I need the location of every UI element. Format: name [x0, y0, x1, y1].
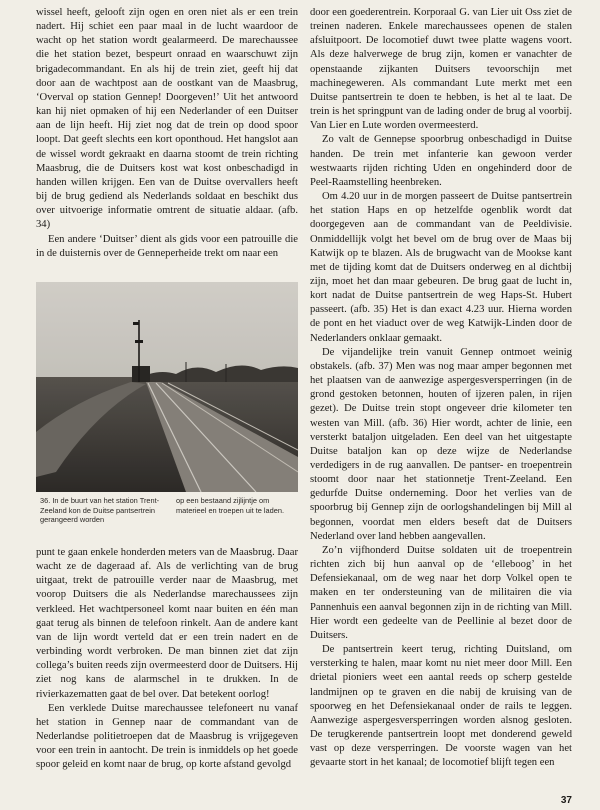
paragraph: door een goederentrein. Korporaal G. van Lier uit Oss ziet de treinen naderen. Enkele marechaussees openen de stalen afsluitpoort. De locomotief duwt twee platte wagens voort. Als deze halverwege de brug zijn, komen er vanachter de openstaande zijkanten Duitsers tevoorschijn met machinegeweren. Als commandant Lute merkt met een Duitse pantsertrein te doen te hebben, is het al te laat. De trein is het springpunt van de lading onder de brug al voorbij. Van Lier en Lute worden overmeesterd.	[310, 7, 572, 132]
paragraph: Zo valt de Gennepse spoorbrug onbeschadigd in Duitse handen. De trein met infanterie kan gewoon verder westwaarts rijden richting Uden en ongehinderd door de Peel-Raamstelling heenbreken.	[310, 134, 572, 188]
paragraph: wissel heeft, gelooft zijn ogen en oren niet als er een trein nadert. Hij schiet een paar maal in de lucht waardoor de wacht op het station wordt gealarmeerd. De marechaussee die het station bezet, bespeurt onraad en waarschuwt zijn brigadecommandant. En als hij de trein ziet, geeft hij dat door aan de wachtpost aan de oostkant van de Maasbrug, ‘Overval op station Gennep! Doorgeven!’ Uit het antwoord kan hij niet opmaken of hij een Nederlander of een Duitser aan de lijn heeft. Hij ziet nog dat de trein op dood spoor loopt. Dat geeft slechts een kort oponthoud. Het hangslot aan de wissel wordt gekraakt en daarna stoomt de trein richting Maasbrug, die de Duitsers kost wat kost onbeschadigd in handen willen krijgen. Een van de Duitse overvallers heeft bij de brug gediend als Nederlands soldaat en beschikt dus over uitvoerige informatie omtrent de situatie aldaar. (afb. 34)	[36, 7, 298, 231]
railway-photo	[36, 282, 298, 492]
paragraph: Een andere ‘Duitser’ dient als gids voor een patrouille die in de duisternis over de Genneperheide trekt om naar een	[36, 233, 298, 259]
paragraph: De vijandelijke trein vanuit Gennep ontmoet weinig obstakels. (afb. 37) Men was nog maar amper begonnen met het plaatsen van de aanwezige aspergesversperringen (in de grond gestoken betonnen, houten of ijzeren palen, in rijen gezet). De Duitse trein stopt ongeveer drie kilometer ten westen van Mill. (afb. 36) Hier wordt, achter de linie, een versterkt bataljon uitgeladen. Een deel van het uitgestapte Duitse bataljon kan op deze wijze de Nederlandse verdedigers in de rug aanvallen. De pantser- en troepentrein stoomt door naar het stationnetje Trent-Zeeland. Een gedurfde Duitse onderneming. Door het verlies van de spoorbrug bij Gennep zijn de oorlogshandelingen bij Mill al begonnen, voordat men elders beseft dat de Duitsers Nederland over land hebben aangevallen.	[310, 346, 572, 542]
page-number: 37	[560, 795, 572, 806]
photo-caption-right: op een bestaand zijlijntje om materieel en troepen uit te laden.	[176, 496, 285, 515]
paragraph: punt te gaan enkele honderden meters van de Maasbrug. Daar wacht ze de dageraad af. Als de verlichting van de brug uitgaat, trekt de patrouille verder naar de Maasbrug, met voorop Duitsers die als Nederlandse marechaussees zijn verkleed. Het wachtpersoneel komt naar buiten en één man gaat terug als binnen de telefoon rinkelt. Aan de andere kant van de lijn wordt verteld dat er een trein nadert en de verbinding wordt verbroken. De man binnen ziet dat zijn collega’s buiten reeds zijn overmeesterd door de Duitsers. Hij ziet nog kans de alarmschel in te drukken. In de rivierkazematten gaat de bel over. Dat betekent oorlog!	[36, 547, 298, 700]
paragraph: Een verklede Duitse marechaussee telefoneert nu vanaf het station in Gennep naar de commandant van de Nederlandse politietroepen dat de Maasbrug is vrijgegeven voor een trein in aantocht. De trein is inmiddels op het goede spoor geleid en komt naar de brug, op korte afstand gevolgd	[36, 702, 298, 771]
right-column	[310, 6, 572, 770]
left-column-top	[36, 6, 298, 261]
left-column-bottom	[36, 546, 298, 773]
photo-caption-left: 36. In de buurt van het station Trent-Zeeland kon de Duitse pantsertrein gerangeerd worden	[40, 496, 160, 525]
paragraph: Zo’n vijfhonderd Duitse soldaten uit de troepentrein richten zich bij hun aanval op de ‘elleboog’ in het Defensiekanaal, om de weg naar het dorp Volkel open te maken en ter ondersteuning van de militairen die via Pannenhuis een aanval begonnen zijn in de richting van Mill. Hier wordt een gedeelte van de Peellinie al bezet door de Duitsers.	[310, 544, 572, 641]
paragraph: De pantsertrein keert terug, richting Duitsland, om versterking te halen, maar komt nu niet meer door Mill. Een drietal pioniers weet een aantal reeds op scherp gestelde landmijnen op te graven en die nabij de kruising van de spoorweg en het Defensiekanaal onder de rails te leggen. Aanwezige aspergesversperringen worden alsnog gesloten. De terugkerende pantsertrein loopt met donderend geweld vast op deze versperringen. De voorste wagen van het gevaarte stort in het kanaal; de locomotief blijft tegen een	[310, 644, 572, 769]
paragraph: Om 4.20 uur in de morgen passeert de Duitse pantsertrein het station Haps en op hetzelfde ogenblik wordt dat doorgegeven aan de commandant van de Peeldivisie. Onmiddellijk volgt het bevel om de brug over de Maas bij Katwijk op te blazen. Als de brugwacht van de Mookse kant met de tijding komt dat de Duitsers onderweg en al dichtbij zijn, moet het dan maar gebeuren. De brug gaat de lucht in, kort nadat de Duitse pantsertrein de weg Haps-St. Hubert passeert. (afb. 35) Het is dan exact 4.23 uur. Hierna worden de pont en het viaduct over de weg Katwijk-Linden door de Nederlanders onklaar gemaakt.	[310, 191, 572, 344]
